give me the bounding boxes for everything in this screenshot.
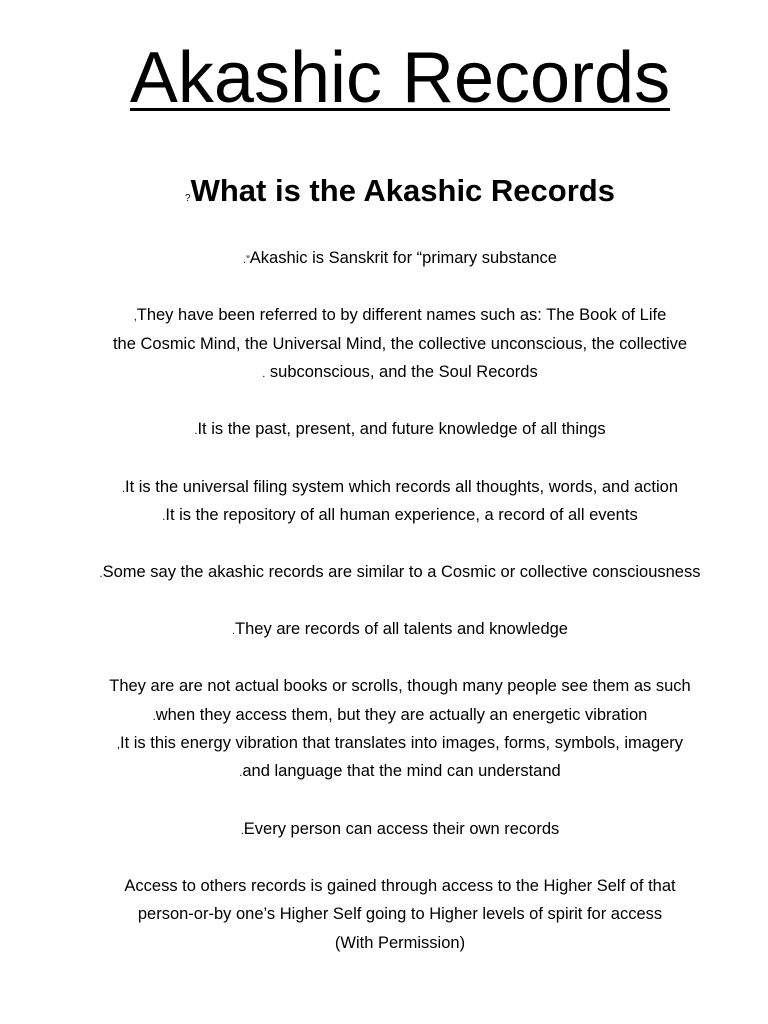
line-mark: , bbox=[116, 739, 120, 751]
line-text: Every person can access their own records bbox=[243, 820, 560, 838]
line-text: the Cosmic Mind, the Universal Mind, the collective unconscious, the collective bbox=[112, 335, 688, 353]
text-line bbox=[0, 733, 768, 755]
text-line bbox=[0, 819, 768, 841]
text-line bbox=[0, 676, 768, 698]
document-title: Akashic Records bbox=[129, 38, 671, 118]
text-line bbox=[0, 362, 768, 384]
line-text: It is the universal filing system which records all thoughts, words, and action bbox=[125, 478, 679, 496]
text-line bbox=[0, 904, 768, 926]
line-text: Akashic is Sanskrit for “primary substance bbox=[249, 249, 557, 267]
line-text: Access to others records is gained through access to the Higher Self of that bbox=[124, 877, 676, 895]
text-line bbox=[0, 933, 768, 953]
line-text: With Permission bbox=[340, 934, 460, 952]
line-mark: . bbox=[231, 625, 236, 637]
text-line bbox=[0, 705, 768, 727]
line-text: They are are not actual books or scrolls, though many people see them as such bbox=[109, 677, 691, 695]
text-line bbox=[0, 305, 768, 327]
line-text: subconscious, and the Soul Records bbox=[265, 363, 538, 381]
text-line bbox=[0, 248, 768, 270]
line-close-mark: ) bbox=[459, 934, 466, 952]
text-line bbox=[0, 562, 768, 584]
line-text: It is the past, present, and future knowledge of all things bbox=[197, 420, 606, 438]
line-mark: . bbox=[99, 568, 103, 580]
line-mark: , bbox=[133, 311, 137, 323]
line-mark: . bbox=[239, 767, 243, 779]
line-text: It is the repository of all human experience, a record of all events bbox=[165, 506, 638, 524]
text-line bbox=[0, 876, 768, 898]
heading-text: What is the Akashic Records bbox=[190, 173, 615, 208]
line-text: Some say the akashic records are similar to a Cosmic or collective consciousness bbox=[102, 563, 701, 581]
text-line bbox=[0, 477, 768, 499]
text-line bbox=[0, 619, 768, 641]
line-mark: . bbox=[262, 368, 266, 380]
line-mark: . bbox=[240, 825, 244, 837]
line-mark: . bbox=[152, 711, 156, 723]
section-heading bbox=[0, 171, 768, 219]
text-line bbox=[0, 419, 768, 441]
line-text: when they access them, but they are actually an energetic vibration bbox=[155, 706, 648, 724]
line-mark: ( bbox=[334, 934, 341, 952]
line-mark: . bbox=[194, 425, 198, 437]
line-text: It is this energy vibration that translates into images, forms, symbols, imagery bbox=[120, 734, 684, 752]
text-line bbox=[0, 334, 768, 356]
line-text: They are records of all talents and knowledge bbox=[235, 620, 568, 638]
heading-mark: ? bbox=[185, 193, 191, 204]
line-text: They have been referred to by different names such as: The Book of Life bbox=[136, 306, 667, 324]
text-line bbox=[0, 761, 768, 783]
line-mark: . bbox=[121, 483, 126, 495]
line-mark: .” bbox=[243, 254, 250, 266]
text-line bbox=[0, 505, 768, 527]
line-text: person-or-by one’s Higher Self going to Higher levels of spirit for access bbox=[137, 905, 663, 923]
line-text: and language that the mind can understand bbox=[242, 762, 561, 780]
line-mark: . bbox=[162, 511, 166, 523]
